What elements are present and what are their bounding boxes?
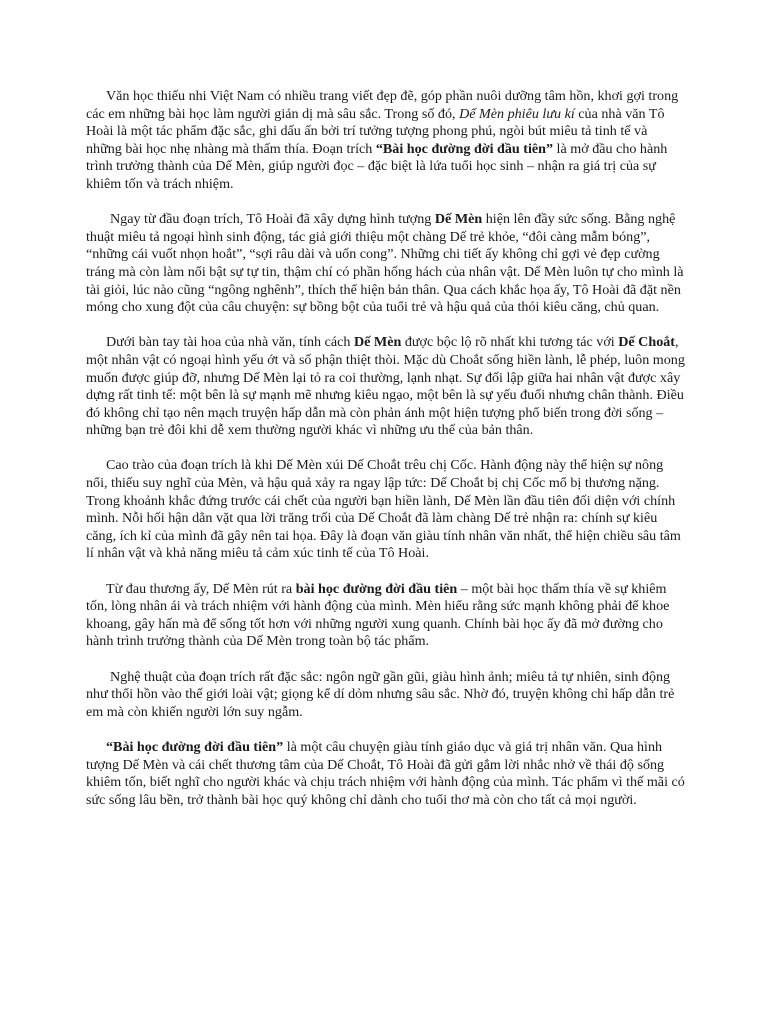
paragraph-conclusion <box>86 739 686 809</box>
paragraph-character-contrast <box>86 334 686 440</box>
paragraph-intro <box>86 88 686 194</box>
text-run: Từ đau thương ấy, Dế Mèn rút ra <box>106 580 296 597</box>
text-run: Dưới bàn tay tài hoa của nhà văn, tính cách <box>106 334 354 351</box>
text-run: Ngay từ đầu đoạn trích, Tô Hoài đã xây dựng hình tượng <box>110 211 435 228</box>
text-run: được bộc lộ rõ nhất khi tương tác với <box>401 334 619 351</box>
text-run: Cao trào của đoạn trích là khi Dế Mèn xúi Dế Choắt trêu chị Cốc. Hành động này thể hiện sự nông nổi, thiếu suy nghĩ của Mèn, và hậu quả xảy ra ngay lập tức: Dế Choắt bị chị Cốc mổ bị thương nặng. Trong khoảnh khắc đứng trước cái chết của người bạn hiền lành, Dế Mèn lần đầu tiên đối diện với chính mình. Nỗi hối hận dằn vặt qua lời trăng trối của Dế Choắt đã làm chàng Dế trẻ nhận ra: chính sự kiêu căng, ích kỉ của mình đã gây nên tai họa. Đây là đoạn văn giàu tính nhân văn nhất, thể hiện chiều sâu tâm lí nhân vật và khả năng miêu tả cảm xúc tinh tế của Tô Hoài. <box>86 457 681 562</box>
paragraph-climax <box>86 457 686 563</box>
text-run: Nghệ thuật của đoạn trích rất đặc sắc: ngôn ngữ gần gũi, giàu hình ảnh; miêu tả tự nhiên, sinh động như thổi hồn vào thế giới loài vật; giọng kể dí dỏm nhưng sâu sắc. Nhờ đó, truyện không chỉ hấp dẫn trẻ em mà còn khiến người lớn suy ngẫm. <box>86 668 675 720</box>
text-run: – một bài học thấm thía về sự khiêm tốn, lòng nhân ái và trách nhiệm với hành động của mình. Mèn hiểu rằng sức mạnh không phải để khoe khoang, gây hấn mà để sống tốt hơn với những người xung quanh. Chính bài học ấy đã mở đường cho hành trình trưởng thành của Dế Mèn trong toàn bộ tác phẩm. <box>86 580 670 650</box>
character-name: Dế Choắt <box>618 334 675 351</box>
excerpt-title: “Bài học đường đời đầu tiên” <box>106 738 284 755</box>
character-name: Dế Mèn <box>353 334 402 351</box>
text-run: Văn học thiếu nhi Việt Nam có nhiều trang viết đẹp đẽ, góp phần nuôi dưỡng tâm hồn, khơi gợi trong các em những bài học làm người giản dị mà sâu sắc. Trong số đó, <box>86 88 679 122</box>
paragraph-art <box>86 669 686 722</box>
book-title: Dế Mèn phiêu lưu kí <box>459 105 575 122</box>
text-run: là mở đầu cho hành trình trưởng thành của Dế Mèn, giúp người đọc – đặc biệt là lứa tuổi học sinh – nhận ra giá trị của sự khiêm tốn và trách nhiệm. <box>86 140 668 192</box>
text-run: , một nhân vật có ngoại hình yếu ớt và số phận thiệt thòi. Mặc dù Choắt sống hiền lành, lễ phép, luôn mong muốn được giúp đỡ, nhưng Dế Mèn lại tỏ ra coi thường, lạnh nhạt. Sự đối lập giữa hai nhân vật được xây dựng rất tinh tế: một bên là sự mạnh mẽ nhưng kiêu ngạo, một bên là sự yếu đuối nhưng chân thành. Điều đó không chỉ tạo nên mạch truyện hấp dẫn mà còn phản ánh một hiện tượng phổ biến trong đời sống – những bạn trẻ đôi khi dễ xem thường người khác vì những ưu thế của bản thân. <box>86 334 685 439</box>
paragraph-lesson <box>86 581 686 651</box>
paragraph-character-image <box>86 211 686 317</box>
document-page <box>86 88 686 827</box>
text-run: hiện lên đầy sức sống. Bằng nghệ thuật miêu tả ngoại hình sinh động, tác giả giới thiệu một chàng Dế trẻ khỏe, “đôi càng mẫm bóng”, “những cái vuốt nhọn hoắt”, “sợi râu dài và uốn cong”. Những chi tiết ấy không chỉ gợi vẻ đẹp cường tráng mà còn làm nổi bật sự tự tin, thậm chí có phần hống hách của nhân vật. Dế Mèn luôn tự cho mình là tài giỏi, lúc nào cũng “ngông nghênh”, thích thể hiện bản thân. Qua cách khắc họa ấy, Tô Hoài đã đặt nền móng cho xung đột của câu chuyện: sự bồng bột của tuổi trẻ và hậu quả của thói kiêu căng, chủ quan. <box>86 211 684 316</box>
text-run: của nhà văn Tô Hoài là một tác phẩm đặc sắc, ghi dấu ấn bởi trí tưởng tượng phong phú, ngòi bút miêu tả tinh tế và những bài học nhẹ nhàng mà thấm thía. Đoạn trích <box>86 105 665 157</box>
lesson-phrase: bài học đường đời đầu tiên <box>295 580 458 597</box>
text-run: là một câu chuyện giàu tính giáo dục và giá trị nhân văn. Qua hình tượng Dế Mèn và cái chết thương tâm của Dế Choắt, Tô Hoài đã gửi gắm lời nhắc nhở về thái độ sống khiêm tốn, biết nghĩ cho người khác và chịu trách nhiệm với hành động của mình. Tác phẩm vì thế mãi có sức sống lâu bền, trở thành bài học quý không chỉ dành cho tuổi thơ mà còn cho tất cả mọi người. <box>86 738 685 808</box>
character-name: Dế Mèn <box>434 211 483 228</box>
excerpt-title: “Bài học đường đời đầu tiên” <box>375 140 554 157</box>
